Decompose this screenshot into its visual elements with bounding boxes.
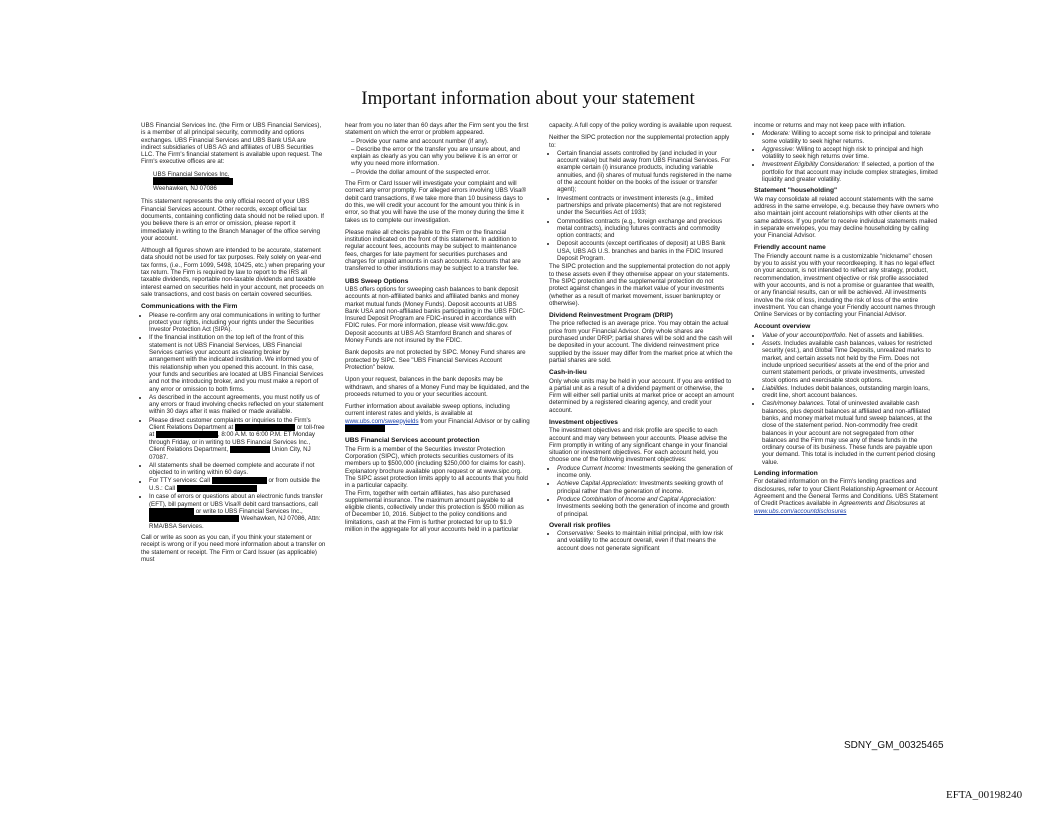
term: Agreements and Disclosures: [838, 500, 919, 508]
bullet-list: [549, 465, 734, 518]
list-text: If selected, a portion of the portfolio for that account may include complex strategies, limited liquidity and greater volatility.: [762, 161, 938, 184]
column-4: [754, 122, 939, 520]
dash-list: [345, 138, 530, 176]
bullet-list: [549, 530, 734, 552]
paragraph: UBS Financial Services Inc. (the Firm or UBS Financial Services), is a member of all principal security, commodity and options exchanges. UBS Financial Services and UBS Bank USA are indirect subsidiaries of UBS AG and affiliates of UBS Securities LLC. The Firm's financial statement is available upon request. The Firm's executive offices are at:: [141, 122, 323, 166]
paragraph: income or returns and may not keep pace with inflation.: [754, 122, 906, 129]
section-heading: Statement "householding": [754, 187, 838, 195]
paragraph: The SIPC protection and the supplemental protection do not apply to these assets even if they otherwise appear on your statements. The SIPC protection and the supplemental protection do not protect against changes in the market value of your investments (whether as a result of market movement, issuer bankruptcy or otherwise).: [549, 263, 730, 307]
list-text: Please direct customer complaints or inquiries to the Firm's Client Relations Department at: [149, 416, 311, 432]
list-item: [762, 130, 939, 145]
list-text: For TTY services: Call: [149, 477, 210, 485]
page-title: Important information about your statement: [361, 88, 695, 109]
paragraph-text: from your Financial Advisor or by calling: [420, 417, 530, 425]
redaction-bar: [149, 508, 194, 515]
paragraph: This statement represents the only official record of your UBS Financial Services account. Other records, except official tax documents, containing conflicting data should not be relied upon. If you believe there is an error or omission, please report it immediately in writing to the Branch Manager of the office serving your account.: [141, 198, 324, 242]
list-item: [762, 161, 939, 183]
paragraph: We may consolidate all related account statements with the same address in the same envelope, e.g. because they have owners who also maintain joint account relationships with other clients at the same address. If you prefer to receive individual statements mailed in separate envelopes, you may decline householding by calling your Financial Advisor.: [754, 195, 939, 240]
list-text: Total of uninvested available cash balances, plus deposit balances at affiliated and non-affiliated banks, and money market mutual fund sweep balances, at the close of the statement period. Non-commodity free credit balances in your account are not segregated from other balances and the Firm may use any of these funds in the ordinary course of its business. These funds are payable upon your demand. This total is included in the current period closing value.: [762, 400, 936, 466]
paragraph: The Firm is a member of the Securities Investor Protection Corporation (SIPC), which protects securities customers of its members up to $500,000 (including $250,000 for claims for cash). Explanatory brochure available upon request or at www.sipc.org. The SIPC asset protection limits apply to all accounts that you hold in a particular capacity.: [345, 445, 528, 490]
account-disclosures-link[interactable]: www.ubs.com/accountdisclosures: [754, 507, 847, 515]
term: Aggressive:: [762, 145, 795, 153]
term: Value of your account/portfolio.: [762, 331, 848, 339]
section-heading: Overall risk profiles: [549, 521, 611, 529]
term: Moderate:: [762, 130, 790, 138]
bullet-list: [754, 130, 939, 183]
list-text: Includes available cash balances, values for restricted security (est.), and Global Time Deposits, unrealized marks to market, and certain assets not held by the Firm. Does not include unpriced securities/ assets at the end of the prior and current statement periods, or private investments, unvested stock options and exercisable stock options.: [762, 340, 932, 384]
list-text: Willing to accept high risk to principal and high volatility to seek high returns over time.: [762, 145, 923, 161]
list-item: [557, 496, 734, 518]
paragraph: Call or write as soon as you can, if you think your statement or receipt is wrong or if you need more information about a transfer on the statement or receipt. The Firm or Card Issuer (as applicable) must: [141, 534, 326, 564]
paragraph-text: For detailed information on the Firm's lending practices and disclosures, refer to your Client Relationship Agreement or Account Agreement and the General Terms and Conditions. UBS Statement of Credit Practices available in: [754, 478, 938, 508]
section-heading: Investment objectives: [549, 418, 618, 426]
list-text: Weehawken, NJ 07086, Attn: RMA/BSA Services.: [149, 515, 321, 530]
list-item: • Commodities contracts (e.g., foreign exchange and precious metal contracts), including futures contracts and commodity option contracts; and: [557, 218, 734, 240]
term: Cash/money balances.: [762, 400, 825, 408]
list-text: or toll-free at: [149, 424, 325, 439]
list-text: Includes debit balances, outstanding margin loans, credit line, short account balances.: [762, 384, 930, 400]
list-item: • Please re-confirm any oral communications in writing to further protect your rights, including your rights under the Securities Investor Protection Act (SIPA).: [149, 312, 326, 334]
sweep-yields-link[interactable]: www.ubs.com/sweepyields: [345, 417, 419, 425]
list-text: In case of errors or questions about an electronic funds transfer (EFT), bill payment or UBS Visa® debit card transactions, call: [149, 493, 323, 508]
term: Assets.: [762, 340, 783, 348]
paragraph: The investment objectives and risk profile are specific to each account and may vary between your accounts. Please advise the Firm promptly in writing of any significant change in your financial situation or investment objectives. For each account held, you choose one of the following investment objectives:: [549, 427, 728, 464]
list-item: [149, 493, 326, 530]
section-heading: Cash-in-lieu: [549, 369, 587, 377]
bullet-list: [141, 312, 326, 531]
column-1: [141, 122, 326, 568]
list-item: [762, 400, 939, 466]
list-text: or from outside the U.S.: Call: [149, 477, 321, 493]
paragraph: Upon your request, balances in the bank deposits may be withdrawn, and shares of a Money Fund may be liquidated, and the proceeds returned to you or your securities account.: [345, 376, 530, 398]
list-text: Net of assets and liabilities.: [848, 331, 924, 339]
list-item: [762, 340, 939, 384]
bates-number: SDNY_GM_00325465: [844, 740, 944, 751]
redaction-bar: [230, 446, 270, 453]
bullet-list: [754, 332, 939, 466]
paragraph: Neither the SIPC protection nor the supplemental protection apply to:: [549, 134, 730, 149]
bullet-list: [549, 150, 734, 262]
section-heading: Lending information: [754, 470, 818, 478]
list-item: • If the financial institution on the top left of the front of this statement is not UBS Financial Services, UBS Financial Services carries your account as clearing broker by arrangement with the indicated institution. We informed you of this relationship when you opened this account. In this case, your funds and securities are located at UBS Financial Services and not the introducing broker, and you must make a report of any error or omission to both firms.: [149, 334, 326, 392]
redaction-bar: [177, 485, 257, 492]
section-heading: Friendly account name: [754, 244, 826, 252]
list-text: Union City, NJ 07087.: [149, 446, 311, 461]
column-3: [549, 122, 734, 556]
redaction-bar: [156, 431, 218, 438]
paragraph: Bank deposits are not protected by SIPC. Money Fund shares are protected by SIPC. See "UBS Financial Services Account Protection" below.: [345, 349, 526, 371]
paragraph: [345, 403, 530, 432]
list-text: , 8:00 A.M. to 6:00 P.M. ET Monday through Friday, or in writing to UBS Financial Services Inc., Client Relations Department,: [149, 431, 316, 454]
paragraph: [754, 478, 939, 514]
list-item: [149, 477, 326, 492]
section-heading: UBS Financial Services account protection: [345, 437, 480, 445]
list-item: – Describe the error or the transfer you are unsure about, and explain as clearly as you can why you believe it is an error or why you need more information.: [351, 146, 530, 168]
list-item: • Certain financial assets controlled by (and included in your account value) but held away from UBS Financial Services. For example certain (i) insurance products, including variable annuities, and (ii) shares of mutual funds registered in the name of the account holder on the books of the issuer or transfer agent);: [557, 150, 734, 194]
redaction-bar: [212, 477, 267, 484]
paragraph: Although all figures shown are intended to be accurate, statement data should not be used for tax purposes. Rely solely on year-end tax forms, (i.e., Form 1099, 5498, 10425, etc.) when preparing your tax return. The Firm is required by law to report to the IRS all taxable dividends, reportable non-taxable dividends and taxable interest earned on securities held in your account, net proceeds on sale transactions, and cost basis on certain covered securities.: [141, 247, 325, 298]
list-text: Willing to accept some risk to principal and tolerate some volatility to seek higher returns.: [762, 130, 931, 145]
list-item: [149, 417, 326, 461]
list-item: – Provide the dollar amount of the suspected error.: [351, 169, 530, 176]
list-item: • Deposit accounts (except certificates of deposit) at UBS Bank USA, UBS AG U.S. branches and banks in the FDIC Insured Deposit Program.: [557, 240, 734, 262]
section-heading: Dividend Reinvestment Program (DRIP): [549, 312, 673, 320]
paragraph-text: at: [919, 500, 925, 508]
paragraph-text: Further information about available sweep options, including current interest rates and yields, is available at: [345, 403, 510, 418]
paragraph: capacity. A full copy of the policy wording is available upon request.: [549, 122, 733, 129]
address-line: Weehawken, NJ 07086: [153, 185, 217, 193]
redaction-bar: [345, 425, 385, 432]
paragraph: The Firm, together with certain affiliates, has also purchased supplemental insurance. The maximum amount payable to all eligible clients, collectively under this protection is $500 million as of December 10, 2016. Subject to the policy conditions and limitations, cash at the Firm is further protected for up to $1.9 million in the aggregate for all your accounts held in a particular: [345, 489, 524, 533]
list-item: – Provide your name and account number (if any).: [351, 138, 530, 145]
list-text: Investments seeking growth of principal rather than the generation of income.: [557, 480, 723, 495]
paragraph: hear from you no later than 60 days after the Firm sent you the first statement on which the error or problem appeared.: [345, 122, 529, 137]
list-text: Investments seeking the generation of income only.: [557, 464, 733, 480]
list-text: Seeks to maintain initial principal, with low risk and volatility to the account overall, even if that means the account does not generate significant: [557, 530, 724, 552]
redaction-bar: [235, 424, 295, 431]
address-line: UBS Financial Services Inc.: [153, 170, 230, 178]
list-item: [762, 146, 939, 161]
column-2: [345, 122, 530, 538]
list-item: [762, 332, 939, 339]
section-heading: Communications with the Firm: [141, 303, 238, 311]
paragraph: The Friendly account name is a customizable "nickname" chosen by you to assist you with your recordkeeping. It has no legal effect on your account, is not intended to reflect any strategy, product, recommendation, investment objective or risk profile associated with your accounts, and is not a promise or guarantee that wealth, or any financial results, can or will be achieved. All investments involve the risk of loss, including the risk of loss of the entire investment. You can change your Friendly account names through Online Services or by contacting your Financial Advisor.: [754, 252, 936, 319]
bates-number: EFTA_00198240: [946, 789, 1023, 801]
list-item: • Investment contracts or investment interests (e.g., limited partnerships and private placements) that are not registered under the Securities Act of 1933;: [557, 195, 734, 217]
list-item: [762, 385, 939, 400]
list-item: [557, 530, 734, 552]
paragraph: Please make all checks payable to the Firm or the financial institution indicated on the front of this statement. In addition to regular account fees, accounts may be subject to maintenance fees, charges for late payment for securities purchases and charges for unpaid amounts in cash accounts. Accounts that are transferred to other institutions may be subject to a transfer fee.: [345, 228, 521, 273]
paragraph: UBS offers options for sweeping cash balances to bank deposit accounts at non-affiliated banks and affiliated banks and money market mutual funds (Money Funds). Deposit accounts at UBS Bank USA and non-affiliated banks participating in the UBS FDIC-Insured Deposit Program are FDIC-insured in accordance with FDIC rules. For more information, please visit www.fdic.gov. Deposit accounts at UBS AG Stamford Branch and shares of Money Funds are not insured by the FDIC.: [345, 285, 526, 345]
list-item: [557, 465, 734, 480]
term: Investment Eligibility Consideration:: [762, 161, 860, 169]
section-heading: UBS Sweep Options: [345, 277, 409, 285]
section-heading: Account overview: [754, 323, 811, 331]
list-text: Investments seeking both the generation of income and growth of principal.: [557, 503, 730, 518]
term: Produce Combination of Income and Capital Appreciation:: [557, 495, 717, 503]
list-item: • All statements shall be deemed complete and accurate if not objected to in writing within 60 days.: [149, 462, 326, 477]
list-item: • As described in the account agreements, you must notify us of any errors or fraud involving checks reflected on your statement within 30 days after it was mailed or made available.: [149, 394, 326, 416]
redaction-bar: [149, 515, 239, 522]
list-text: or write to UBS Financial Services Inc.,: [195, 508, 303, 516]
list-item: [557, 480, 734, 495]
term: Produce Current Income:: [557, 464, 627, 472]
paragraph: The price reflected is an average price. You may obtain the actual price from your Financial Advisor. Only whole shares are purchased under DRIP; partial shares will be sold and the cash will be deposited in your account. The dividend reinvestment price supplied by the issuer may differ from the market price at which the partial shares are sold.: [549, 320, 733, 364]
redaction-bar: [153, 178, 233, 185]
term: Achieve Capital Appreciation:: [557, 480, 638, 488]
paragraph: The Firm or Card Issuer will investigate your complaint and will correct any error promptly. For alleged errors involving UBS Visa® debit card transactions, if we take more than 10 business days to do this, we will credit your account for the amount you think is in error, so that you will have the use of the money during the time it takes us to complete our investigation.: [345, 180, 527, 224]
term: Conservative:: [557, 530, 595, 538]
address-block: [153, 171, 326, 193]
term: Liabilities.: [762, 384, 790, 392]
paragraph: Only whole units may be held in your account. If you are entitled to a partial unit as a result of a dividend payment or otherwise, the Firm will either sell partial units at market price or accept an amount determined by a registered clearing agency, and credit your account.: [549, 377, 735, 414]
